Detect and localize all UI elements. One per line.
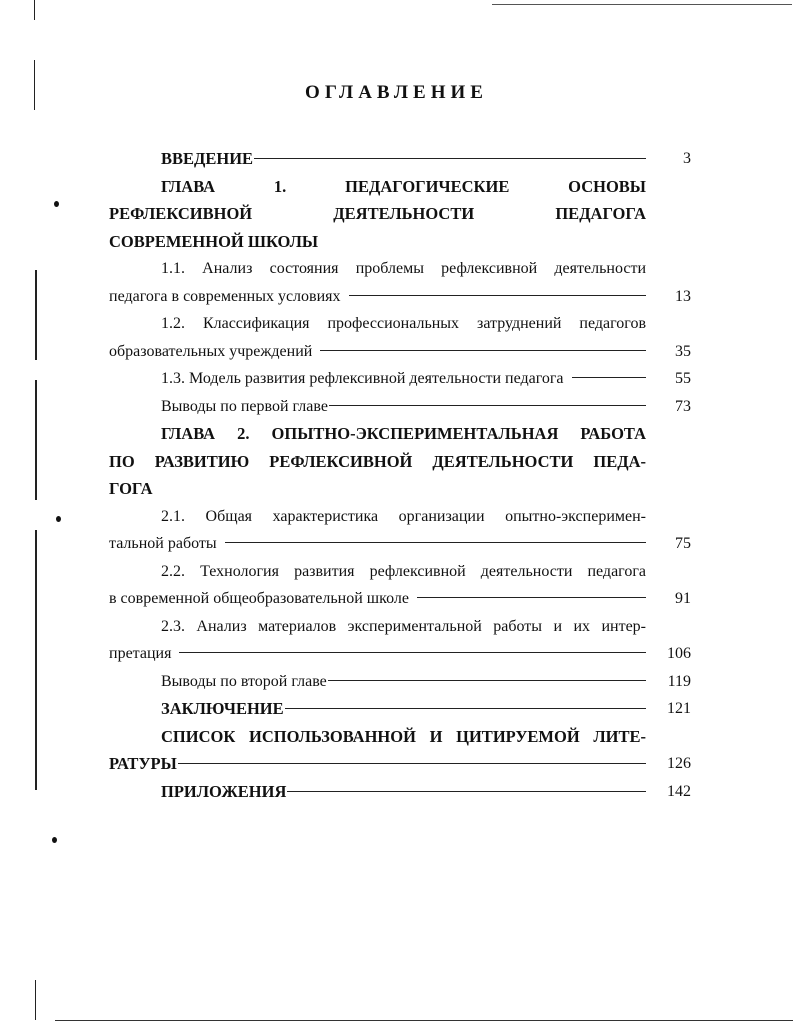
scan-artifact-top-line — [492, 4, 792, 5]
leader-line — [179, 652, 646, 653]
toc-label: ПО РАЗВИТИЮ РЕФЛЕКСИВНОЙ ДЕЯТЕЛЬНОСТИ ПЕДА- — [109, 451, 646, 471]
toc-chapter-2-line2 — [109, 448, 691, 476]
leader-line — [328, 680, 646, 681]
toc-chapter-2-line1 — [109, 420, 691, 448]
toc-label: Выводы по первой главе — [161, 397, 328, 415]
toc-label: ЗАКЛЮЧЕНИЕ — [161, 699, 284, 718]
scan-edge-mark — [35, 380, 37, 500]
toc-label: тальной работы — [109, 535, 217, 552]
scan-edge-mark — [35, 980, 36, 1020]
toc-page-number: 91 — [675, 590, 691, 607]
toc-entry-1-1-line1 — [109, 255, 691, 283]
toc-label: 1.1. Анализ состояния проблемы рефлексивной деятельности — [161, 260, 646, 277]
toc-label: ГЛАВА 2. ОПЫТНО-ЭКСПЕРИМЕНТАЛЬНАЯ РАБОТА — [161, 424, 646, 443]
toc-entry-2-1-line1 — [109, 503, 691, 531]
toc-entry-2-2-line1 — [109, 558, 691, 586]
toc-label: образовательных учреждений — [109, 342, 313, 360]
toc-label: ПРИЛОЖЕНИЯ — [161, 781, 287, 801]
leader-line — [287, 791, 646, 792]
toc-entry-1-1-line2 — [109, 283, 691, 311]
toc-label: педагога в современных условиях — [109, 287, 341, 305]
toc-entry-2-1-line2 — [109, 530, 691, 558]
leader-line — [178, 763, 646, 764]
toc-label: ВВЕДЕНИЕ — [161, 149, 254, 168]
toc-label: 2.3. Анализ материалов экспериментальной работы и их интер- — [161, 617, 646, 635]
toc-entry-bibliography-line1 — [109, 723, 691, 751]
scan-artifact-bottom-line — [55, 1020, 793, 1021]
toc-label: 2.2. Технология развития рефлексивной деятельности педагога — [161, 562, 646, 580]
toc-chapter-2-line3 — [109, 475, 691, 503]
leader-line — [285, 708, 646, 709]
scan-dot — [56, 516, 61, 522]
toc-page-number: 142 — [667, 782, 691, 800]
toc-entry-intro — [109, 145, 691, 173]
toc-entry-2-3-line1 — [109, 613, 691, 641]
scan-edge-mark — [35, 270, 37, 360]
scan-dot — [54, 201, 59, 207]
toc-label: в современной общеобразовательной школе — [109, 590, 409, 607]
toc-page-number: 35 — [675, 342, 691, 360]
toc-label: Выводы по второй главе — [161, 672, 327, 690]
toc-entry-appendix — [109, 778, 691, 806]
toc-label: СПИСОК ИСПОЛЬЗОВАННОЙ И ЦИТИРУЕМОЙ ЛИТЕ- — [161, 726, 646, 746]
toc-entry-bibliography-line2 — [109, 750, 691, 778]
toc-entry-2-3-line2 — [109, 640, 691, 668]
toc-entry-conclusion — [109, 695, 691, 723]
toc-label: РАТУРЫ — [109, 754, 177, 773]
toc-entry-1-3 — [109, 365, 691, 393]
scan-dot — [52, 837, 57, 843]
table-of-contents — [109, 145, 691, 805]
toc-chapter-1-line3 — [109, 228, 691, 256]
toc-label: СОВРЕМЕННОЙ ШКОЛЫ — [109, 231, 319, 251]
toc-label: РЕФЛЕКСИВНОЙ ДЕЯТЕЛЬНОСТИ ПЕДАГОГА — [109, 204, 646, 223]
toc-label: 2.1. Общая характеристика организации опытно-эксперимен- — [161, 507, 646, 525]
scan-edge-mark — [35, 530, 37, 790]
leader-line — [349, 295, 647, 296]
toc-page-number: 106 — [667, 645, 691, 662]
toc-entry-1-2-line1 — [109, 310, 691, 338]
toc-label: претация — [109, 645, 172, 662]
leader-line — [254, 158, 646, 159]
toc-label: 1.3. Модель развития рефлексивной деятельности педагога — [161, 370, 564, 387]
toc-chapter-1-line1 — [109, 173, 691, 201]
scan-edge-mark — [34, 0, 35, 20]
toc-entry-conclusions-1 — [109, 393, 691, 421]
toc-page-number: 55 — [675, 370, 691, 387]
toc-label: ГЛАВА 1. ПЕДАГОГИЧЕСКИЕ ОСНОВЫ — [161, 176, 646, 196]
toc-chapter-1-line2 — [109, 200, 691, 228]
leader-line — [329, 405, 646, 406]
toc-entry-2-2-line2 — [109, 585, 691, 613]
toc-page-number: 75 — [675, 535, 691, 552]
leader-line — [417, 597, 646, 598]
toc-page-number: 126 — [667, 755, 691, 772]
toc-page-number: 73 — [675, 397, 691, 415]
toc-entry-1-2-line2 — [109, 338, 691, 366]
toc-page-number: 121 — [667, 700, 691, 717]
toc-page-number: 3 — [683, 150, 691, 167]
toc-page-number: 13 — [675, 287, 691, 305]
leader-line — [320, 350, 646, 351]
toc-page-number: 119 — [667, 672, 691, 690]
leader-line — [572, 377, 646, 378]
page-title: ОГЛАВЛЕНИЕ — [305, 82, 488, 103]
toc-label: ГОГА — [109, 479, 153, 498]
leader-line — [225, 542, 646, 543]
toc-label: 1.2. Классификация профессиональных затруднений педагогов — [161, 315, 646, 332]
toc-entry-conclusions-2 — [109, 668, 691, 696]
